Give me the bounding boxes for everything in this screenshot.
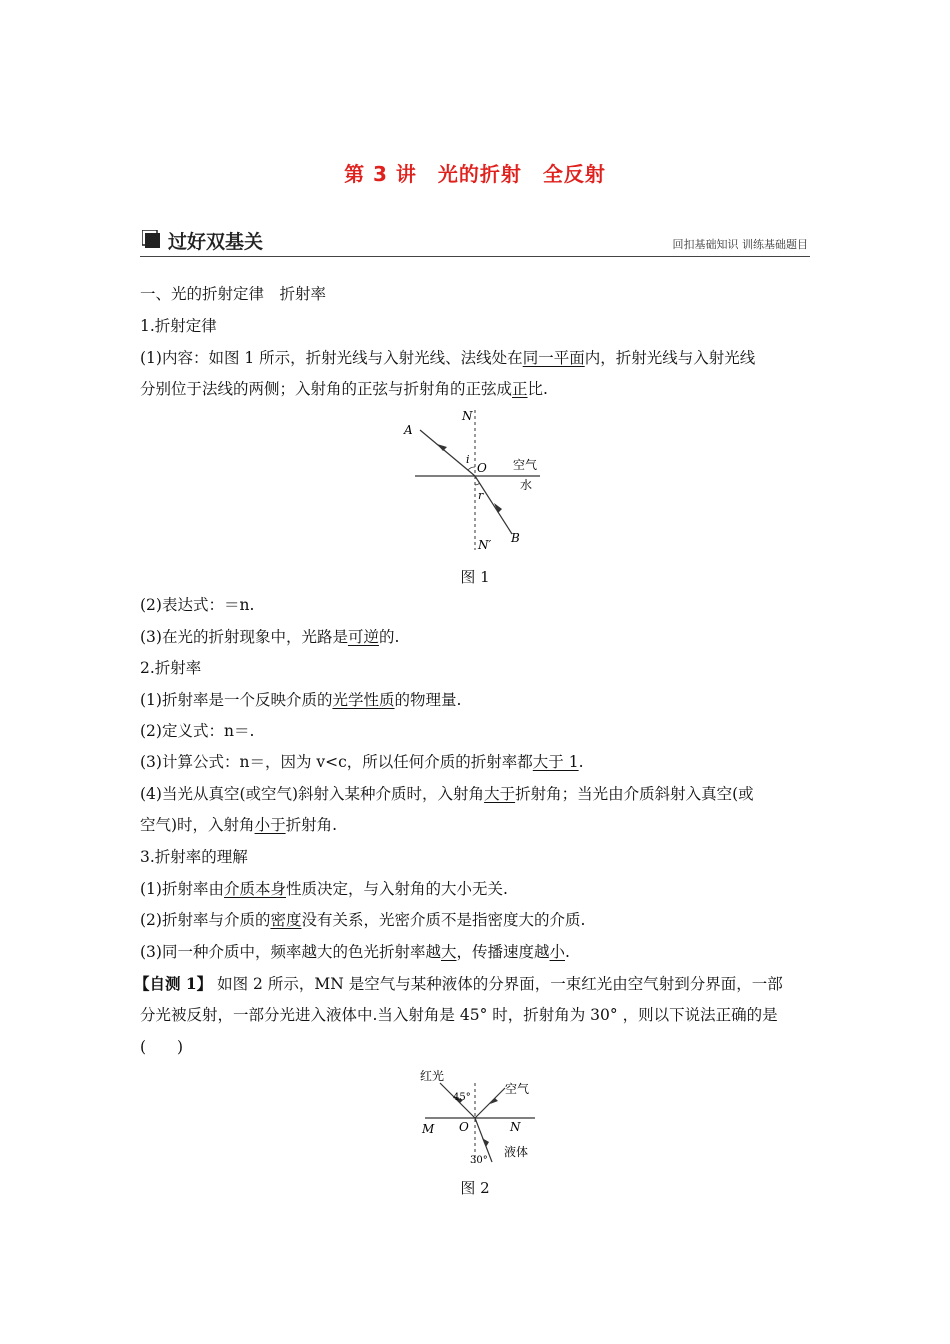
paragraph-understand-3: (3)同一种介质中，频率越大的色光折射率越大，传播速度越小. bbox=[140, 943, 570, 961]
svg-text:30°: 30° bbox=[470, 1155, 488, 1166]
paragraph-content-2: 分别位于法线的两侧；入射角的正弦与折射角的正弦成正比. bbox=[140, 380, 548, 398]
subheading-understanding: 3.折射率的理解 bbox=[140, 848, 248, 866]
paragraph-index-2: (2)定义式：n＝. bbox=[140, 722, 255, 740]
svg-text:i: i bbox=[466, 453, 470, 466]
svg-text:液体: 液体 bbox=[504, 1145, 529, 1159]
svg-text:水: 水 bbox=[520, 478, 533, 492]
heading-refraction-law: 一、光的折射定律 折射率 bbox=[140, 285, 327, 303]
paragraph-understand-1: (1)折射率由介质本身性质决定，与入射角的大小无关. bbox=[140, 880, 508, 898]
svg-text:N: N bbox=[462, 409, 473, 423]
svg-text:O: O bbox=[477, 461, 487, 475]
svg-text:N: N bbox=[510, 1120, 521, 1134]
section-header bbox=[140, 226, 810, 257]
paragraph-index-3: (3)计算公式：n＝，因为 v<c，所以任何介质的折射率都大于 1. bbox=[140, 753, 584, 771]
self-test-line-3: ( ) bbox=[140, 1038, 184, 1056]
svg-text:N′: N′ bbox=[478, 538, 492, 552]
paragraph-index-4a: (4)当光从真空(或空气)斜射入某种介质时，入射角大于折射角；当光由介质斜射入真空(或 bbox=[140, 785, 754, 803]
figure-2 bbox=[410, 1063, 550, 1173]
svg-text:B: B bbox=[511, 531, 520, 545]
paragraph-expression: (2)表达式：＝n. bbox=[140, 596, 255, 614]
svg-text:45°: 45° bbox=[453, 1092, 471, 1103]
subheading-law: 1.折射定律 bbox=[140, 317, 217, 335]
svg-text:空气: 空气 bbox=[513, 458, 538, 472]
svg-text:红光: 红光 bbox=[420, 1069, 445, 1083]
paragraph-index-4b: 空气)时，入射角小于折射角. bbox=[140, 816, 338, 834]
paragraph-index-1: (1)折射率是一个反映介质的光学性质的物理量. bbox=[140, 691, 462, 709]
figure-1 bbox=[380, 405, 570, 555]
section-square-icon bbox=[142, 230, 160, 248]
figure-1-caption: 图 1 bbox=[460, 568, 490, 586]
subheading-index: 2.折射率 bbox=[140, 659, 202, 677]
section-title: 过好双基关 bbox=[168, 231, 264, 253]
svg-text:空气: 空气 bbox=[505, 1082, 530, 1096]
self-test-line-1: 【自测 1】 如图 2 所示，MN 是空气与某种液体的分界面，一束红光由空气射到分界面，一部 bbox=[134, 974, 783, 993]
paragraph-content-1: (1)内容：如图 1 所示，折射光线与入射光线、法线处在同一平面内，折射光线与入射光线 bbox=[140, 349, 756, 367]
svg-text:r: r bbox=[478, 489, 484, 502]
paragraph-understand-2: (2)折射率与介质的密度没有关系，光密介质不是指密度大的介质. bbox=[140, 911, 586, 929]
svg-text:A: A bbox=[404, 423, 413, 437]
self-test-line-2: 分光被反射，一部分光进入液体中.当入射角是 45° 时，折射角为 30° ，则以下说法正确的是 bbox=[140, 1006, 778, 1024]
section-subtitle: 回扣基础知识 训练基础题目 bbox=[672, 238, 808, 251]
paragraph-reversible: (3)在光的折射现象中，光路是可逆的. bbox=[140, 628, 400, 646]
figure-2-caption: 图 2 bbox=[460, 1179, 490, 1197]
svg-text:O: O bbox=[459, 1120, 469, 1134]
page-title: 第 3 讲 光的折射 全反射 bbox=[344, 162, 606, 186]
svg-text:M: M bbox=[422, 1122, 435, 1136]
